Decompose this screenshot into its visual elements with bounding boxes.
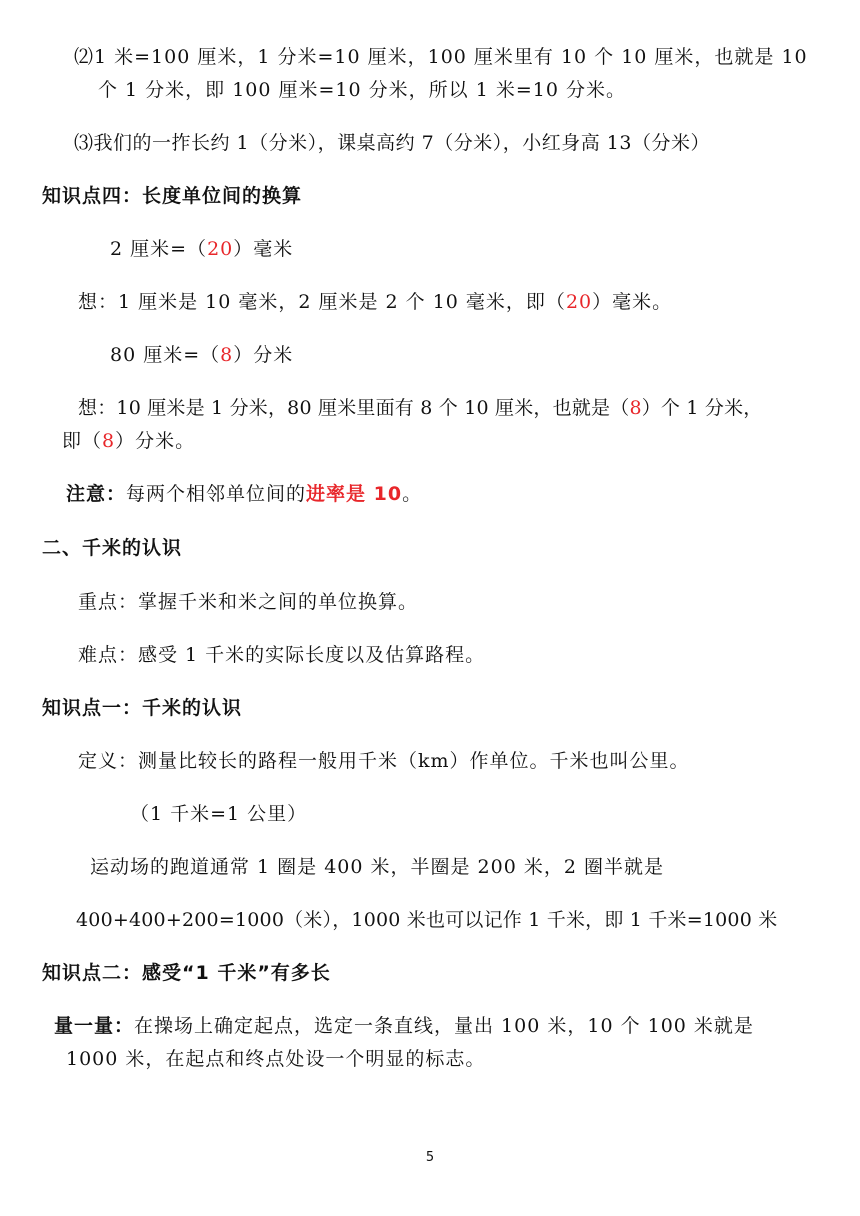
kp4-example1 bbox=[110, 237, 293, 261]
think2-tail: ）个 1 分米， bbox=[641, 397, 763, 419]
note-label: 注意： bbox=[66, 483, 127, 505]
page-number: 5 bbox=[425, 1150, 435, 1165]
note-end: 。 bbox=[402, 483, 423, 505]
think1-answer: 20 bbox=[565, 291, 593, 313]
think2-text: 想：10 厘米是 1 分米，80 厘米里面有 8 个 10 厘米，也就是（ bbox=[78, 397, 630, 419]
example1-text: 2 厘米=（ bbox=[110, 238, 208, 260]
kp1-equivalence: （1 千米=1 公里） bbox=[130, 803, 308, 825]
example2-answer: 8 bbox=[220, 344, 234, 366]
kp2-measure-line2: 1000 米，在起点和终点处设一个明显的标志。 bbox=[66, 1048, 486, 1070]
kp1-heading: 知识点一：千米的认识 bbox=[42, 697, 243, 719]
measure-label: 量一量： bbox=[54, 1015, 135, 1037]
example1-unit: ）毫米 bbox=[233, 238, 294, 260]
kp4-think2-line2 bbox=[62, 429, 195, 453]
kp1-track-line1: 运动场的跑道通常 1 圈是 400 米，半圈是 200 米，2 圈半就是 bbox=[90, 856, 664, 878]
think2-line2-text: 即（ bbox=[62, 430, 103, 452]
section2-key-point: 重点：掌握千米和米之间的单位换算。 bbox=[78, 591, 419, 613]
kp4-think2-line1 bbox=[78, 396, 763, 420]
kp2-measure-line1 bbox=[54, 1014, 754, 1038]
note-text: 每两个相邻单位间的 bbox=[126, 483, 307, 505]
kp4-heading: 知识点四：长度单位间的换算 bbox=[42, 185, 303, 207]
kp4-note bbox=[66, 482, 422, 506]
note-highlight: 进率是 10 bbox=[306, 483, 403, 505]
think1-unit: ）毫米。 bbox=[592, 291, 673, 313]
kp1-definition: 定义：测量比较长的路程一般用千米（km）作单位。千米也叫公里。 bbox=[78, 750, 690, 772]
kp2-heading: 知识点二：感受“1 千米”有多长 bbox=[42, 962, 331, 984]
example2-text: 80 厘米=（ bbox=[110, 344, 221, 366]
example2-unit: ）分米 bbox=[233, 344, 294, 366]
item2-line1: ⑵1 米=100 厘米，1 分米=10 厘米，100 厘米里有 10 个 10 厘米，也就是 10 bbox=[74, 46, 808, 68]
think2-answer: 8 bbox=[629, 397, 642, 419]
think2-line2-unit: ）分米。 bbox=[115, 430, 196, 452]
section2-heading: 二、千米的认识 bbox=[42, 537, 183, 559]
section2-difficulty: 难点：感受 1 千米的实际长度以及估算路程。 bbox=[78, 644, 486, 666]
kp4-example2 bbox=[110, 343, 293, 367]
think1-text: 想：1 厘米是 10 毫米，2 厘米是 2 个 10 毫米，即（ bbox=[78, 291, 566, 313]
kp4-think1 bbox=[78, 290, 672, 314]
think2-line2-answer: 8 bbox=[102, 430, 116, 452]
example1-answer: 20 bbox=[207, 238, 234, 260]
measure-text: 在操场上确定起点，选定一条直线，量出 100 米，10 个 100 米就是 bbox=[134, 1015, 754, 1037]
item2-line2: 个 1 分米，即 100 厘米=10 分米，所以 1 米=10 分米。 bbox=[98, 79, 626, 101]
kp1-track-line2: 400+400+200=1000（米），1000 米也可以记作 1 千米，即 1 千米=1000 米 bbox=[76, 909, 778, 931]
item3-line: ⑶我们的一拃长约 1（分米），课桌高约 7（分米），小红身高 13（分米） bbox=[74, 132, 710, 154]
